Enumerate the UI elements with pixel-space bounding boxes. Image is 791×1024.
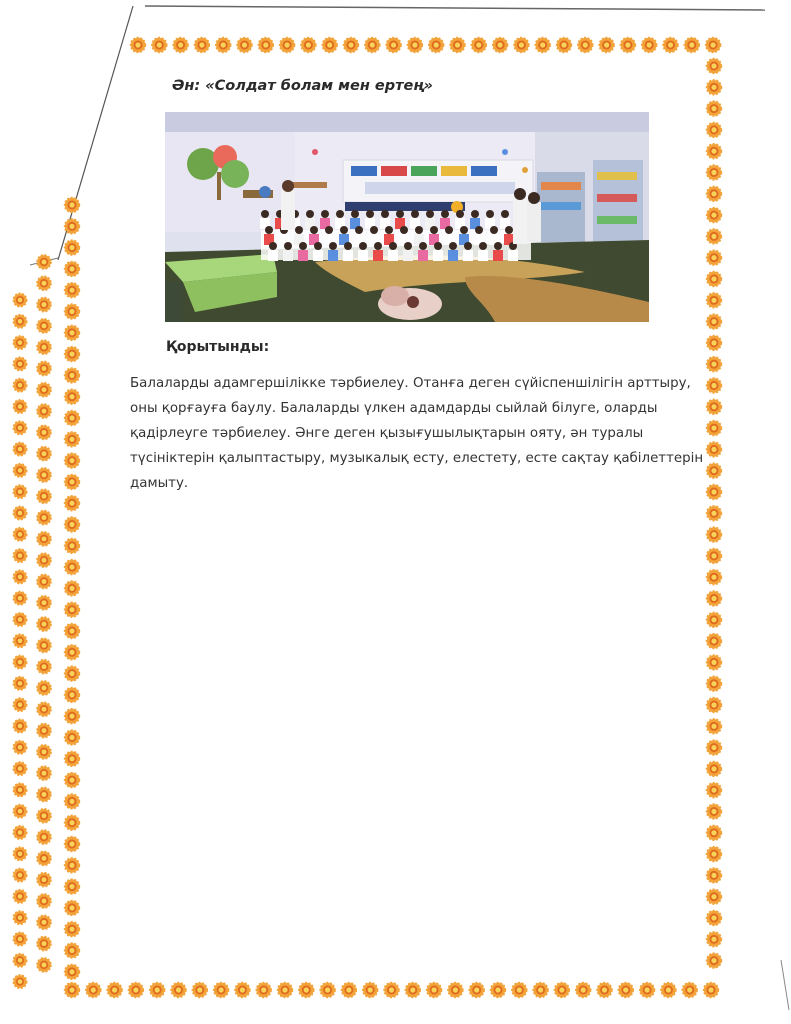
sun-flower-icon [429, 38, 443, 52]
sun-flower-icon [491, 983, 505, 997]
sun-flower-icon [299, 983, 313, 997]
sun-flower-icon [65, 603, 79, 617]
sun-flower-icon [707, 804, 721, 818]
sun-flower-icon [65, 453, 79, 467]
sun-flower-icon [129, 983, 143, 997]
sun-flower-icon [493, 38, 507, 52]
sun-flower-icon [707, 911, 721, 925]
sun-flower-icon [707, 570, 721, 584]
sun-flower-icon [37, 404, 51, 418]
sun-flower-icon [408, 38, 422, 52]
sun-flower-icon [707, 144, 721, 158]
sun-flower-icon [707, 80, 721, 94]
sun-flower-icon [406, 983, 420, 997]
sun-flower-icon [235, 983, 249, 997]
sun-flower-icon [14, 847, 27, 860]
sun-flower-icon [707, 336, 721, 350]
sun-flower-icon [37, 276, 51, 290]
sun-flower-icon [14, 485, 27, 498]
sun-flower-icon [65, 198, 79, 212]
sun-flower-icon [555, 983, 569, 997]
song-title: Ән: «Солдат болам мен ертең» [172, 78, 433, 94]
sun-flower-icon [65, 901, 79, 915]
sun-flower-icon [514, 38, 528, 52]
sun-flower-icon [536, 38, 550, 52]
sun-flower-icon [37, 426, 51, 440]
sun-flower-icon [37, 702, 51, 716]
sun-flower-icon [386, 38, 400, 52]
sun-flower-icon [173, 38, 187, 52]
sun-flower-icon [470, 983, 484, 997]
sun-flower-icon [65, 283, 79, 297]
sun-flower-icon [65, 347, 79, 361]
classroom-photo [165, 112, 649, 322]
sun-flower-icon [65, 219, 79, 233]
sun-flower-icon [707, 613, 721, 627]
classroom-photo-illustration [165, 112, 649, 322]
sun-flower-icon [65, 240, 79, 254]
sun-flower-icon [65, 475, 79, 489]
sun-flower-icon [65, 432, 79, 446]
sun-flower-icon [597, 983, 611, 997]
sun-flower-icon [86, 983, 100, 997]
sun-flower-icon [171, 983, 185, 997]
sun-flower-icon [706, 38, 720, 52]
sun-flower-icon [65, 517, 79, 531]
sun-flower-icon [14, 570, 27, 583]
sun-flower-icon [37, 724, 51, 738]
sun-flower-icon [640, 983, 654, 997]
sun-flower-icon [557, 38, 571, 52]
sun-flower-icon [65, 879, 79, 893]
sun-flower-icon [37, 745, 51, 759]
sun-flower-icon [14, 890, 27, 903]
sun-flower-icon [14, 336, 27, 349]
sun-flower-icon [621, 38, 635, 52]
sun-flower-icon [195, 38, 209, 52]
sun-flower-icon [37, 319, 51, 333]
sun-flower-icon [365, 38, 379, 52]
sun-flower-icon [707, 251, 721, 265]
sun-flower-icon [14, 720, 27, 733]
sun-flower-icon [37, 873, 51, 887]
sun-flower-icon [37, 575, 51, 589]
sun-flower-icon [65, 390, 79, 404]
scan-top-edge-line [145, 6, 765, 10]
sun-flower-icon [707, 719, 721, 733]
sun-flower-icon [37, 553, 51, 567]
sun-flower-icon [65, 922, 79, 936]
sun-flower-icon [663, 38, 677, 52]
sun-flower-icon [14, 549, 27, 562]
sun-flower-icon [259, 38, 273, 52]
sun-flower-icon [37, 298, 51, 312]
sun-flower-icon [14, 592, 27, 605]
sun-flower-icon [131, 38, 145, 52]
sun-flower-icon [384, 983, 398, 997]
sun-flower-icon [37, 958, 51, 972]
sun-flower-icon [14, 400, 27, 413]
scan-right-edge-line [781, 960, 789, 1010]
sun-flower-icon [363, 983, 377, 997]
sun-flower-icon [193, 983, 207, 997]
sun-flower-icon [707, 740, 721, 754]
sun-flower-icon [37, 937, 51, 951]
sun-flower-icon [512, 983, 526, 997]
sun-flower-icon [14, 698, 27, 711]
sun-flower-icon [65, 624, 79, 638]
sun-flower-icon [65, 858, 79, 872]
sun-flower-icon [344, 38, 358, 52]
sun-flower-icon [14, 933, 27, 946]
sun-flower-icon [14, 741, 27, 754]
sun-flower-icon [37, 362, 51, 376]
sun-flower-icon [214, 983, 228, 997]
sun-flower-icon [65, 304, 79, 318]
sun-flower-icon [707, 549, 721, 563]
sun-flower-icon [472, 38, 486, 52]
sun-flower-icon [14, 783, 27, 796]
sun-flower-icon [37, 596, 51, 610]
sun-flower-icon [14, 379, 27, 392]
sun-flower-icon [707, 826, 721, 840]
sun-flower-icon [37, 383, 51, 397]
sun-flower-icon [448, 983, 462, 997]
sun-flower-icon [14, 869, 27, 882]
sun-flower-icon [37, 788, 51, 802]
sun-flower-icon [427, 983, 441, 997]
conclusion-paragraph: Балаларды адамгершілікке тәрбиелеу. Отанға деген сүйіспеншілігін арттыру, оны қорғауға баулу. Балаларды үлкен адамдарды сыйлай білуге, оларды қадірлеуге тәрбиелеу. Әнге деген қызығушылықтарын ояту, ән туралы түсініктерін қалыптастыру, музыкалық есту, елестету, есте сақтау қабілеттерін дамыту. [130, 376, 704, 491]
sun-flower-icon [707, 953, 721, 967]
sun-flower-icon [707, 272, 721, 286]
sun-flower-icon [14, 294, 27, 307]
sun-flower-icon [14, 613, 27, 626]
sun-flower-icon [65, 794, 79, 808]
sun-flower-icon [707, 464, 721, 478]
sun-flower-icon [685, 38, 699, 52]
sun-flower-icon [707, 634, 721, 648]
sun-flower-icon [14, 421, 27, 434]
sun-flower-icon [707, 421, 721, 435]
sun-flower-icon [14, 357, 27, 370]
sun-flower-icon [707, 293, 721, 307]
sun-flower-icon [257, 983, 271, 997]
sun-flower-icon [280, 38, 294, 52]
sun-flower-icon [14, 528, 27, 541]
sun-flower-icon [37, 617, 51, 631]
sun-flower-icon [576, 983, 590, 997]
sun-flower-icon [37, 809, 51, 823]
sun-flower-icon [707, 229, 721, 243]
sun-flower-icon [707, 783, 721, 797]
sun-flower-icon [37, 681, 51, 695]
sun-flower-icon [37, 468, 51, 482]
sun-flower-icon [323, 38, 337, 52]
sun-flower-icon [707, 357, 721, 371]
sun-flower-icon [450, 38, 464, 52]
sun-flower-icon [150, 983, 164, 997]
sun-flower-icon [37, 489, 51, 503]
sun-flower-icon [707, 442, 721, 456]
sun-flower-icon [65, 666, 79, 680]
sun-flower-icon [707, 847, 721, 861]
sun-flower-icon [37, 447, 51, 461]
sun-flower-icon [707, 101, 721, 115]
sun-flower-icon [683, 983, 697, 997]
sun-flower-icon [14, 634, 27, 647]
sun-flower-icon [37, 852, 51, 866]
sun-flower-icon [37, 894, 51, 908]
sun-flower-icon [599, 38, 613, 52]
sun-flower-icon [65, 262, 79, 276]
sun-flower-icon [65, 965, 79, 979]
sun-flower-icon [707, 59, 721, 73]
sun-flower-icon [707, 123, 721, 137]
sun-flower-icon [65, 709, 79, 723]
sun-flower-icon [14, 464, 27, 477]
sun-flower-icon [578, 38, 592, 52]
sun-flower-icon [320, 983, 334, 997]
sun-flower-icon [704, 983, 718, 997]
sun-flower-icon [152, 38, 166, 52]
sun-flower-icon [533, 983, 547, 997]
sun-flower-icon [37, 915, 51, 929]
sun-flower-icon [65, 581, 79, 595]
sun-flower-icon [707, 208, 721, 222]
sun-flower-icon [37, 532, 51, 546]
sun-flower-icon [65, 539, 79, 553]
sun-flower-icon [301, 38, 315, 52]
sun-flower-icon [65, 645, 79, 659]
sun-flower-icon [707, 890, 721, 904]
sun-flower-icon [65, 943, 79, 957]
sun-flower-icon [37, 639, 51, 653]
sun-flower-icon [65, 688, 79, 702]
sun-flower-icon [14, 954, 27, 967]
sun-flower-icon [65, 411, 79, 425]
sun-flower-icon [37, 511, 51, 525]
sun-flower-icon [37, 830, 51, 844]
sun-flower-icon [707, 485, 721, 499]
sun-flower-icon [707, 868, 721, 882]
sun-flower-icon [65, 730, 79, 744]
sun-flower-icon [237, 38, 251, 52]
sun-flower-icon [14, 677, 27, 690]
sun-flower-icon [216, 38, 230, 52]
sun-flower-icon [14, 911, 27, 924]
sun-flower-icon [707, 655, 721, 669]
sun-flower-icon [65, 368, 79, 382]
sun-flower-icon [107, 983, 121, 997]
sun-flower-icon [642, 38, 656, 52]
sun-flower-icon [14, 507, 27, 520]
sun-flower-icon [37, 340, 51, 354]
section-heading-conclusion: Қорытынды: [166, 339, 270, 355]
sun-flower-icon [278, 983, 292, 997]
sun-flower-icon [707, 165, 721, 179]
sun-flower-icon [65, 496, 79, 510]
sun-flower-icon [14, 975, 27, 988]
sun-flower-icon [65, 752, 79, 766]
sun-flower-icon [14, 315, 27, 328]
sun-flower-icon [37, 660, 51, 674]
sun-flower-icon [65, 837, 79, 851]
sun-flower-icon [707, 187, 721, 201]
sun-flower-icon [65, 560, 79, 574]
sun-flower-icon [707, 506, 721, 520]
sun-flower-icon [14, 443, 27, 456]
sun-flower-icon [342, 983, 356, 997]
sun-flower-icon [65, 326, 79, 340]
sun-flower-icon [14, 762, 27, 775]
sun-flower-icon [619, 983, 633, 997]
sun-flower-icon [14, 826, 27, 839]
sun-flower-icon [14, 805, 27, 818]
sun-flower-icon [707, 762, 721, 776]
sun-flower-icon [37, 255, 51, 269]
sun-flower-icon [707, 378, 721, 392]
sun-flower-icon [65, 816, 79, 830]
sun-flower-icon [707, 677, 721, 691]
sun-flower-icon [37, 766, 51, 780]
sun-flower-icon [65, 983, 79, 997]
sun-flower-icon [707, 932, 721, 946]
sun-flower-icon [707, 698, 721, 712]
sun-flower-icon [707, 591, 721, 605]
sun-flower-icon [707, 400, 721, 414]
sun-flower-icon [65, 773, 79, 787]
sun-flower-icon [707, 527, 721, 541]
sun-flower-icon [707, 314, 721, 328]
sun-flower-icon [14, 656, 27, 669]
sun-flower-icon [661, 983, 675, 997]
